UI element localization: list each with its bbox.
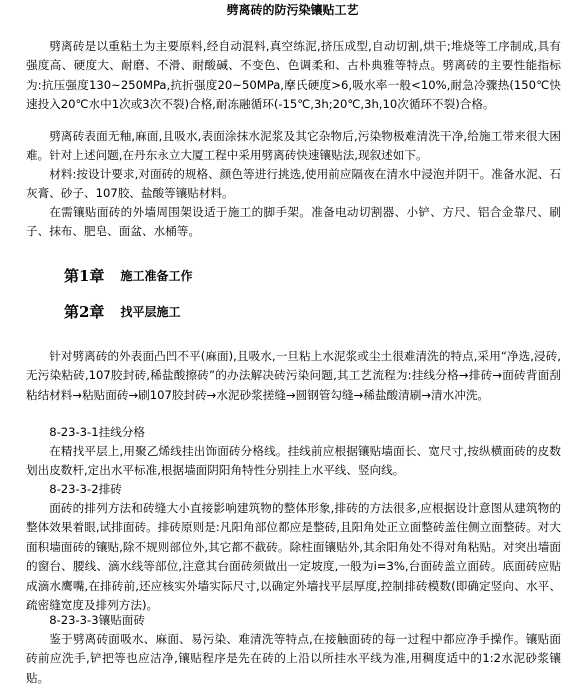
subsection-heading-3: 8-23-3-3镶贴面砖 <box>49 613 145 627</box>
process-flow-paragraph: 针对劈离砖的外表面凸凹不平(麻面),且吸水,一旦粘上水泥浆或尘土很难清洗的特点,采用“净选,浸砖,无污染粘砖,107胶封砖,稀盐酸擦砖”的办法解决砖污染问题,其工艺流程为:挂线分格→排砖→面砖背面刮粘结材料→粘贴面砖→刷107胶封砖→水泥砂浆搓缝→圆钢管勾缝→稀盐酸清刷→清水冲洗。 <box>26 349 561 402</box>
subsection-heading-1: 8-23-3-1挂线分格 <box>49 425 145 439</box>
intro-paragraph-materials: 材料:按设计要求,对面砖的规格、颜色等进行挑选,使用前应隔夜在清水中浸泡并阴干。准备水泥、石灰膏、砂子、107胶、盐酸等镶贴材料。 <box>26 167 561 201</box>
chapter-number: 第2章 <box>64 303 105 321</box>
chapter-number: 第1章 <box>64 267 105 285</box>
chapter-heading-2 <box>64 302 180 322</box>
intro-paragraph-problem: 劈离砖表面无釉,麻面,且吸水,表面涂抹水泥浆及其它杂物后,污染物极难清洗干净,给施工带来很大困难。针对上述问题,在丹东永立大厦工程中采用劈离砖快速镶贴法,现叙述如下。 <box>26 129 561 163</box>
intro-paragraph-tools: 在需镶贴面砖的外墙周围架设适于施工的脚手架。准备电动切割器、小铲、方尺、铝合金靠尺、刷子、抹布、肥皂、面盆、水桶等。 <box>26 205 561 239</box>
subsection-paragraph-2: 面砖的排列方法和砖缝大小直接影响建筑物的整体形象,排砖的方法很多,应根据设计意图从建筑物的整体效果着眼,试排面砖。排砖原则是:凡阳角部位都应是整砖,且阳角处正立面整砖盖住侧立面整砖。对大面积墙面砖的镶贴,除不规则部位外,其它都不截砖。除柱面镶贴外,其余阳角处不得对角粘贴。对突出墙面的窗台、腰线、滴水线等部位,注意其台面砖须做出一定坡度,一般为i=3%,台面砖盖立面砖。底面砖应贴成滴水鹰嘴,在排砖前,还应核实外墙实际尺寸,以确定外墙找平层厚度,控制排砖模数(即确定竖向、水平、疏密缝宽度及排列方法)。 <box>26 501 561 613</box>
intro-paragraph-properties: 劈离砖是以重粘土为主要原料,经自动混料,真空练泥,挤压成型,自动切割,烘干;堆烧等工序制成,具有强度高、硬度大、耐磨、不滑、耐酸碱、不变色、色调柔和、古朴典雅等特点。劈离砖的主要性能指标为:抗压强度130~250MPa,抗折强度20~50MPa,摩氏硬度>6,吸水率一般<10%,耐急冷骤热(150℃快速投入20℃水中1次或3次不裂)合格,耐冻融循环(-15℃,3h;20℃,3h,10次循环不裂)合格。 <box>26 39 561 112</box>
subsection-paragraph-1: 在精找平层上,用聚乙烯线挂出饰面砖分格线。挂线前应根据镶贴墙面长、宽尺寸,按纵横面砖的皮数划出皮数杆,定出水平标准,根据墙面阴阳角特性分别挂上水平线、竖向线。 <box>26 444 561 478</box>
chapter-title: 找平层施工 <box>120 305 181 319</box>
chapter-title: 施工准备工作 <box>120 269 193 283</box>
subsection-heading-2: 8-23-3-2排砖 <box>49 482 122 496</box>
chapter-heading-1 <box>64 266 192 286</box>
document-title: 劈离砖的防污染镶贴工艺 <box>226 3 359 17</box>
subsection-paragraph-3: 鉴于劈离砖面吸水、麻面、易污染、难清洗等特点,在接触面砖的每一过程中都应净手操作。镶贴面砖前应洗手,铲把等也应洁净,镶贴程序是先在砖的上沿以所挂水平线为准,用稠度适中的1:2水泥砂浆镶贴。 <box>26 632 561 685</box>
